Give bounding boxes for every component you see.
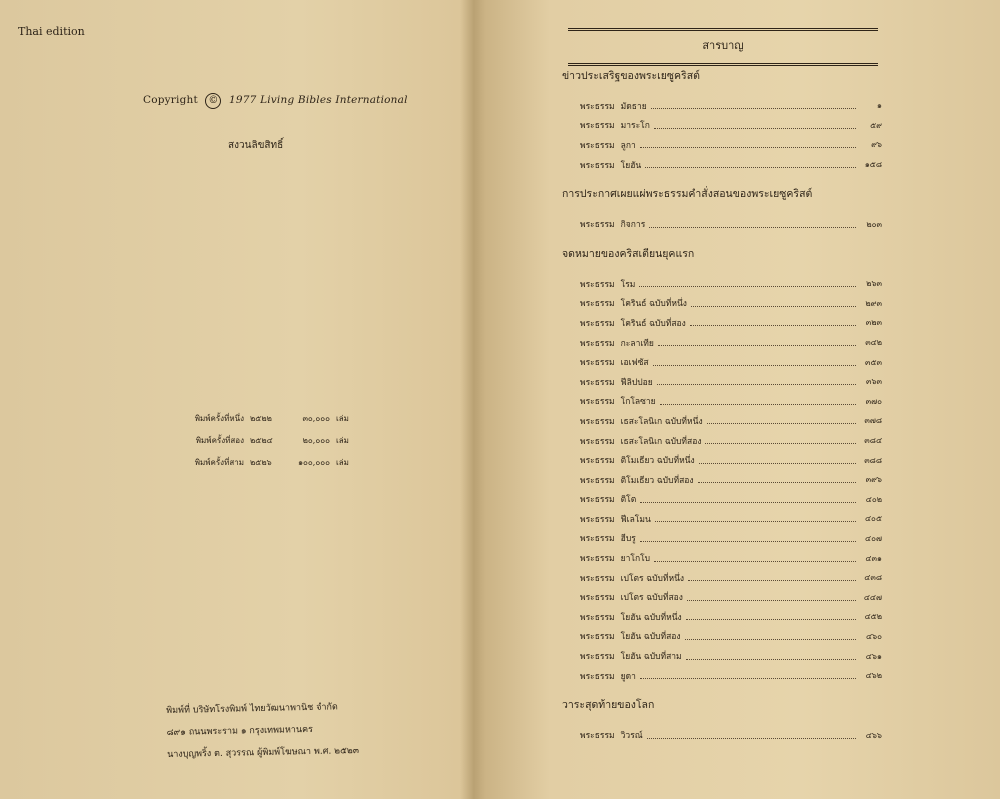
toc-entry-prefix: พระธรรม bbox=[580, 358, 615, 369]
toc-entry-prefix: พระธรรม bbox=[580, 416, 615, 427]
toc-entry-book: ยาโกโบ bbox=[620, 554, 651, 565]
toc-section-title: วาระสุดท้ายของโลก bbox=[562, 699, 655, 712]
toc-entry-page: ๓๔๒ bbox=[865, 338, 882, 348]
printing-qty: ๑๐๐,๐๐๐ bbox=[297, 457, 330, 467]
copyright-org: Living Bibles International bbox=[260, 94, 408, 106]
dot-leader bbox=[651, 108, 856, 109]
toc-entry-page: ๔๖๐ bbox=[865, 631, 882, 641]
toc-entry-prefix: พระธรรม bbox=[580, 475, 615, 486]
toc-entry-prefix: พระธรรม bbox=[580, 534, 615, 545]
toc-entry-book: วิวรณ์ bbox=[620, 731, 643, 742]
toc-entry-book: เปโตร ฉบับที่หนึ่ง bbox=[620, 573, 685, 584]
printing-qty: ๓๐,๐๐๐ bbox=[302, 413, 330, 423]
toc-entry bbox=[562, 666, 882, 686]
toc-entry-page: ๔๖๑ bbox=[865, 651, 882, 661]
dot-leader bbox=[639, 286, 856, 287]
dot-leader bbox=[640, 147, 856, 148]
dot-leader bbox=[691, 306, 856, 307]
toc-entry bbox=[562, 274, 882, 294]
toc-entry-prefix: พระธรรม bbox=[580, 299, 615, 310]
printing-label: พิมพ์ครั้งที่สอง bbox=[195, 435, 244, 445]
dot-leader bbox=[687, 600, 856, 601]
printing-label: พิมพ์ครั้งที่หนึ่ง bbox=[194, 413, 244, 423]
printing-row bbox=[182, 451, 349, 473]
toc-entry-book: ฟีลิปปอย bbox=[620, 377, 653, 388]
dot-leader bbox=[690, 325, 856, 326]
dot-leader bbox=[688, 580, 856, 581]
toc-entry-book: เธสะโลนิเก ฉบับที่หนึ่ง bbox=[620, 416, 703, 427]
rights-reserved: สงวนลิขสิทธิ์ bbox=[228, 140, 284, 151]
toc-entry-prefix: พระธรรม bbox=[580, 456, 615, 467]
toc-entry-book: เธสะโลนิเก ฉบับที่สอง bbox=[620, 436, 702, 447]
toc-entry-page: ๔๖๖ bbox=[865, 730, 882, 740]
toc-entry-prefix: พระธรรม bbox=[580, 397, 615, 408]
toc-entry-book: กะลาเทีย bbox=[620, 338, 654, 349]
printing-unit: เล่ม bbox=[336, 413, 349, 423]
toc-section-title: การประกาศเผยแผ่พระธรรมคำสั่งสอนของพระเยซูคริสต์ bbox=[562, 188, 813, 201]
toc-entry-prefix: พระธรรม bbox=[580, 121, 615, 132]
toc-entry-book: โครินธ์ ฉบับที่สอง bbox=[620, 318, 686, 329]
toc-entry-prefix: พระธรรม bbox=[580, 593, 615, 604]
printing-row bbox=[182, 429, 349, 451]
toc-entry-book: ลูกา bbox=[620, 140, 636, 151]
toc-section-title: ข่าวประเสริฐของพระเยซูคริสต์ bbox=[562, 70, 700, 82]
dot-leader bbox=[686, 619, 856, 620]
dot-leader bbox=[707, 423, 856, 424]
toc-entry-book: เอเฟซัส bbox=[620, 358, 649, 369]
toc-entry bbox=[562, 431, 882, 451]
dot-leader bbox=[655, 521, 856, 522]
toc-entry bbox=[562, 470, 882, 490]
toc-entry-page: ๔๐๒ bbox=[865, 494, 882, 504]
copyright-line bbox=[143, 93, 408, 109]
toc-entry-book: โกโลซาย bbox=[620, 397, 656, 408]
toc-entry-prefix: พระธรรม bbox=[580, 436, 615, 447]
dot-leader bbox=[640, 678, 856, 679]
toc-entry-page: ๔๕๒ bbox=[864, 612, 882, 622]
toc-entry-prefix: พระธรรม bbox=[580, 731, 615, 742]
printing-year: ๒๕๒๔ bbox=[250, 435, 273, 445]
toc-entry-page: ๓๘๔ bbox=[864, 436, 882, 446]
printing-year: ๒๕๒๒ bbox=[250, 413, 272, 423]
toc-entry-page: ๒๙๓ bbox=[865, 298, 882, 308]
toc-entry-book: ติโต bbox=[620, 495, 637, 506]
dot-leader bbox=[645, 167, 856, 168]
printing-label: พิมพ์ครั้งที่สาม bbox=[194, 457, 244, 467]
toc-entry bbox=[562, 96, 882, 116]
toc-entry bbox=[562, 313, 882, 333]
printer-line: นางบุญพริ้ง ต. สุวรรณ ผู้พิมพ์โฆษณา พ.ศ. ๒๕๒๓ bbox=[167, 745, 360, 760]
dot-leader bbox=[685, 639, 856, 640]
toc-entry-page: ๓๗๘ bbox=[864, 416, 882, 426]
toc-entry-prefix: พระธรรม bbox=[580, 671, 615, 682]
dot-leader bbox=[686, 659, 856, 660]
toc-entry bbox=[562, 646, 882, 666]
toc-title: สารบาญ bbox=[568, 28, 878, 66]
toc-entry-page: ๓๖๓ bbox=[865, 377, 882, 387]
toc-entry-book: ติโมเธียว ฉบับที่สอง bbox=[620, 475, 694, 486]
printing-history bbox=[182, 407, 349, 473]
dot-leader bbox=[699, 463, 856, 464]
toc-entry-page: ๓๙๖ bbox=[865, 475, 882, 485]
printing-qty: ๒๐,๐๐๐ bbox=[302, 435, 330, 445]
copyright-year: 1977 bbox=[228, 94, 257, 106]
toc-entry-page: ๑๕๘ bbox=[864, 160, 882, 170]
toc-entry-page: ๔๐๕ bbox=[865, 514, 882, 524]
toc-entry-prefix: พระธรรม bbox=[580, 554, 615, 565]
toc-entry-prefix: พระธรรม bbox=[580, 338, 615, 349]
edition-label: Thai edition bbox=[18, 25, 85, 38]
toc-entry bbox=[562, 450, 882, 470]
copyright-word: Copyright bbox=[143, 94, 198, 106]
toc-entry bbox=[562, 294, 882, 314]
toc-entry-book: กิจการ bbox=[620, 220, 646, 231]
dot-leader bbox=[647, 738, 856, 739]
toc-entry-prefix: พระธรรม bbox=[580, 220, 615, 231]
section-gap bbox=[562, 745, 882, 755]
printer-line: ๘๙๑ ถนนพระราม ๑ กรุงเทพมหานคร bbox=[166, 724, 314, 738]
toc-entry-book: โครินธ์ ฉบับที่หนึ่ง bbox=[620, 299, 687, 310]
toc-entry bbox=[562, 627, 882, 647]
toc-entry bbox=[562, 372, 882, 392]
dot-leader bbox=[640, 541, 856, 542]
toc-entry-book: โรม bbox=[620, 279, 636, 290]
toc-entry-prefix: พระธรรม bbox=[580, 377, 615, 388]
toc-entry bbox=[562, 214, 882, 234]
toc-entry-prefix: พระธรรม bbox=[580, 318, 615, 329]
dot-leader bbox=[654, 128, 856, 129]
dot-leader bbox=[660, 404, 856, 405]
toc-entry bbox=[562, 333, 882, 353]
toc-entry-page: ๙๖ bbox=[871, 140, 882, 150]
section-gap bbox=[562, 234, 882, 244]
printing-unit: เล่ม bbox=[336, 457, 349, 467]
toc-entry bbox=[562, 155, 882, 175]
toc-entry-prefix: พระธรรม bbox=[580, 573, 615, 584]
toc-entry bbox=[562, 392, 882, 412]
toc-entry bbox=[562, 490, 882, 510]
printing-row bbox=[182, 407, 349, 429]
dot-leader bbox=[658, 345, 856, 346]
toc-entry-prefix: พระธรรม bbox=[580, 101, 615, 112]
left-page bbox=[0, 0, 470, 799]
toc-entry-page: ๔๓๑ bbox=[865, 553, 882, 563]
toc-entry-page: ๓๗๐ bbox=[865, 396, 882, 406]
section-gap bbox=[562, 685, 882, 695]
toc-entry-prefix: พระธรรม bbox=[580, 514, 615, 525]
toc-entry-book: ยูดา bbox=[620, 671, 636, 682]
toc-entry-page: ๔๔๗ bbox=[863, 592, 882, 602]
dot-leader bbox=[653, 365, 856, 366]
toc-entry bbox=[562, 116, 882, 136]
printing-unit: เล่ม bbox=[336, 435, 349, 445]
dot-leader bbox=[705, 443, 856, 444]
toc-entry-book: เปโตร ฉบับที่สอง bbox=[620, 593, 683, 604]
dot-leader bbox=[654, 561, 856, 562]
toc-entry-book: โยฮัน ฉบับที่สอง bbox=[620, 632, 681, 643]
toc-entry bbox=[562, 411, 882, 431]
toc-entry-prefix: พระธรรม bbox=[580, 652, 615, 663]
section-gap bbox=[562, 174, 882, 184]
toc-entry-page: ๔๖๒ bbox=[865, 671, 882, 681]
dot-leader bbox=[657, 384, 856, 385]
toc-entry-prefix: พระธรรม bbox=[580, 160, 615, 171]
toc-entry-prefix: พระธรรม bbox=[580, 612, 615, 623]
toc-entry-page: ๔๓๘ bbox=[864, 573, 882, 583]
printer-line: พิมพ์ที่ บริษัทโรงพิมพ์ ไทยวัฒนาพานิช จำกัด bbox=[166, 702, 338, 716]
toc-entry-book: มัดธาย bbox=[620, 101, 647, 112]
toc-entry-prefix: พระธรรม bbox=[580, 279, 615, 290]
toc-entry bbox=[562, 607, 882, 627]
table-of-contents bbox=[562, 66, 882, 755]
toc-entry bbox=[562, 548, 882, 568]
right-page bbox=[480, 0, 1000, 799]
toc-entry-page: ๒๐๓ bbox=[866, 219, 882, 229]
printer-imprint bbox=[166, 696, 359, 766]
toc-entry bbox=[562, 587, 882, 607]
toc-entry-prefix: พระธรรม bbox=[580, 140, 615, 151]
dot-leader bbox=[640, 502, 856, 503]
dot-leader bbox=[649, 227, 856, 228]
toc-entry-prefix: พระธรรม bbox=[580, 495, 615, 506]
toc-entry-book: โยฮัน bbox=[620, 160, 642, 171]
printing-year: ๒๕๒๖ bbox=[250, 457, 272, 467]
toc-entry-book: ฮีบรู bbox=[620, 534, 636, 545]
toc-entry-book: ฟีเลโมน bbox=[620, 514, 651, 525]
toc-entry-page: ๓๕๓ bbox=[865, 357, 882, 367]
toc-entry bbox=[562, 135, 882, 155]
toc-entry-page: ๔๐๗ bbox=[865, 533, 882, 543]
toc-entry-book: มาระโก bbox=[620, 121, 650, 132]
toc-entry-book: โยฮัน ฉบับที่สาม bbox=[620, 652, 682, 663]
copyright-symbol: © bbox=[205, 93, 221, 109]
toc-entry-page: ๒๖๓ bbox=[866, 279, 882, 289]
toc-entry-book: โยฮัน ฉบับที่หนึ่ง bbox=[620, 612, 682, 623]
toc-entry bbox=[562, 509, 882, 529]
toc-section-title: จดหมายของคริสเตียนยุคแรก bbox=[562, 247, 695, 260]
toc-entry bbox=[562, 568, 882, 588]
toc-entry-page: ๑ bbox=[876, 101, 882, 111]
toc-entry bbox=[562, 529, 882, 549]
toc-entry bbox=[562, 725, 882, 745]
dot-leader bbox=[698, 482, 856, 483]
toc-entry bbox=[562, 352, 882, 372]
toc-entry-prefix: พระธรรม bbox=[580, 632, 615, 643]
toc-entry-book: ติโมเธียว ฉบับที่หนึ่ง bbox=[620, 456, 695, 467]
toc-entry-page: ๓๒๓ bbox=[865, 318, 882, 328]
toc-entry-page: ๓๘๘ bbox=[864, 455, 882, 465]
toc-entry-page: ๕๙ bbox=[870, 120, 882, 130]
